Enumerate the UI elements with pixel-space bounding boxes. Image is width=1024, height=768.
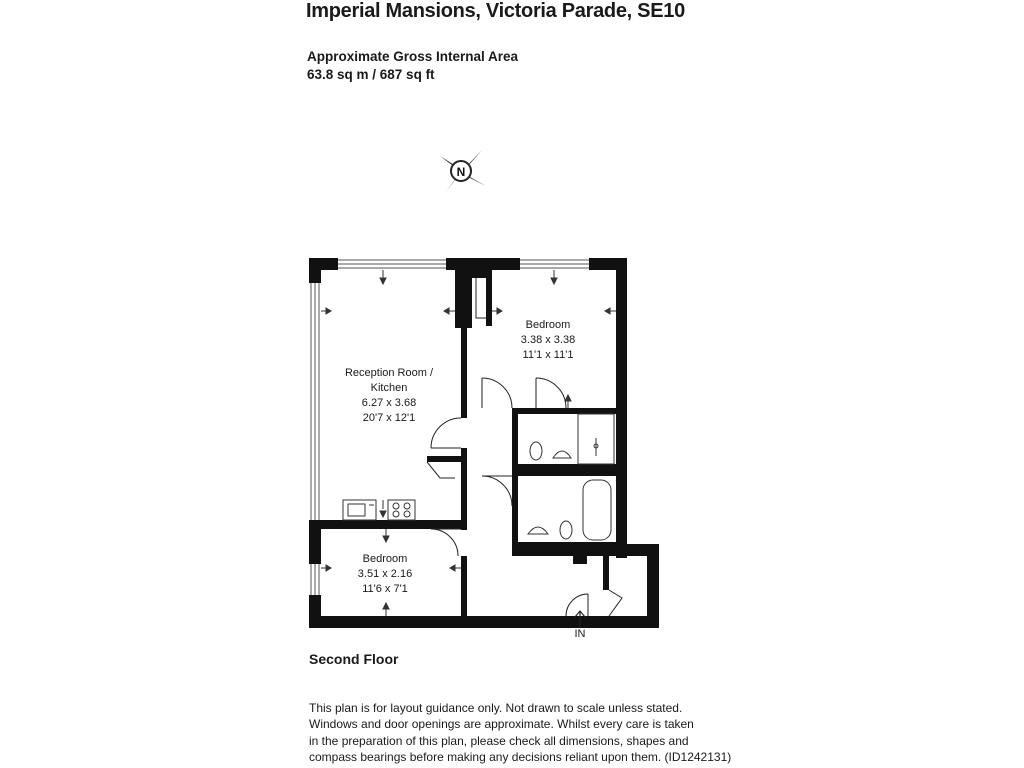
interior-walls (321, 270, 616, 618)
disclaimer-line: compass bearings before making any decisions reliant upon them. (ID1242131) (309, 749, 732, 764)
bedroom-1-metric: 3.38 x 3.38 (520, 334, 576, 346)
disclaimer-line: This plan is for layout guidance only. Not drawn to scale unless stated. (309, 701, 683, 715)
bedroom-1-label (521, 319, 575, 361)
entrance-label: IN (574, 628, 586, 640)
reception-kitchen-label (345, 367, 434, 424)
plan-title: Imperial Mansions, Victoria Parade, SE10 (306, 0, 685, 22)
compass-icon (440, 150, 486, 192)
bedroom-1-imperial: 11'1 x 11'1 (522, 349, 574, 361)
reception-name-line2: Kitchen (370, 382, 408, 394)
doors (427, 278, 622, 616)
gross-area-heading: Approximate Gross Internal Area (307, 49, 519, 64)
disclaimer (309, 700, 731, 765)
bedroom-1-name: Bedroom (525, 319, 571, 331)
bedroom-2-metric: 3.51 x 2.16 (357, 568, 413, 580)
bedroom-2-label (358, 553, 412, 595)
disclaimer-line: Windows and door openings are approximate. Whilst every care is taken (309, 717, 694, 732)
bedroom-2-imperial: 11'6 x 7'1 (362, 583, 408, 595)
bathroom-fixtures (528, 414, 614, 540)
floor-label: Second Floor (309, 651, 399, 667)
compass-north-label: N (456, 165, 466, 179)
kitchen-fixtures (343, 500, 415, 520)
reception-name-line1: Reception Room / (344, 367, 434, 379)
reception-metric: 6.27 x 3.68 (361, 397, 417, 409)
gross-area-value: 63.8 sq m / 687 sq ft (307, 67, 435, 82)
reception-imperial: 20'7 x 12'1 (362, 412, 416, 424)
disclaimer-line: in the preparation of this plan, please check all dimensions, shapes and (309, 733, 689, 748)
bedroom-2-name: Bedroom (362, 553, 408, 565)
